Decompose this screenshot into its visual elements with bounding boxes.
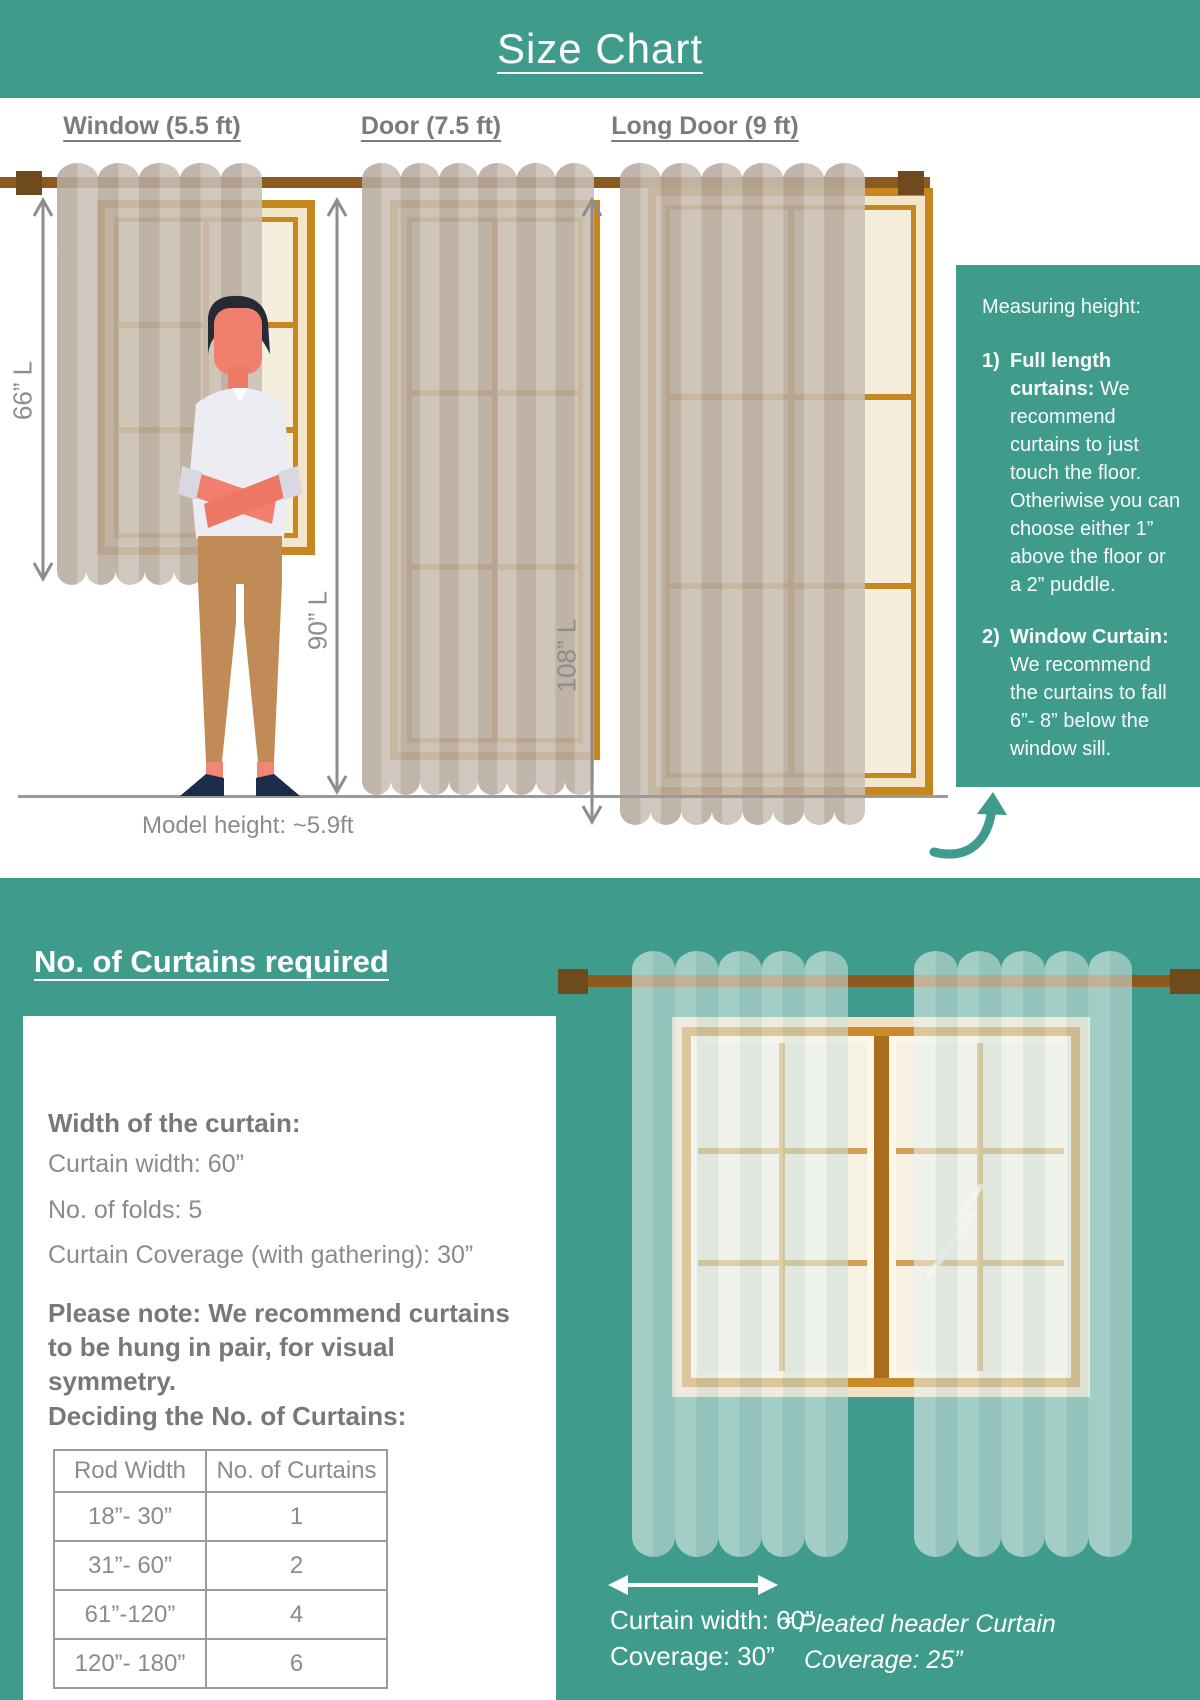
- col-no-curtains: No. of Curtains: [206, 1450, 387, 1492]
- measure-108: 108” L: [551, 618, 582, 693]
- folds-line: No. of folds: 5: [48, 1196, 203, 1224]
- floor-line: [18, 795, 948, 798]
- width-title: Width of the curtain:: [48, 1108, 301, 1138]
- table-row: [54, 1492, 387, 1541]
- pleated-note: [782, 1606, 1056, 1678]
- rod-finial-left: [16, 171, 42, 195]
- coverage-line: Curtain Coverage (with gathering): 30”: [48, 1241, 474, 1269]
- bottom-width-line1: Curtain width: 60”: [610, 1605, 814, 1635]
- bottom-rod-finial-right: [1170, 969, 1200, 994]
- table-row: [54, 1590, 387, 1639]
- width-arrow-icon: [608, 1572, 778, 1598]
- pair-note: Please note: We recommend curtains to be hung in pair, for visual symmetry.: [48, 1298, 510, 1396]
- label-door: Door (7.5 ft): [360, 112, 502, 140]
- info-item-1: [982, 347, 1182, 599]
- measure-90: 90” L: [302, 590, 333, 651]
- rod-width-cell: 31”- 60”: [54, 1541, 206, 1590]
- bottom-width-line2: Coverage: 30”: [610, 1641, 775, 1671]
- label-window: Window (5.5 ft): [63, 112, 241, 140]
- info-box-title: Measuring height:: [982, 296, 1141, 318]
- pleated-note-line1: * Pleated header Curtain: [782, 1610, 1056, 1638]
- table-row: [54, 1639, 387, 1688]
- page-title: Size Chart: [496, 25, 704, 72]
- info-item-1-number: 1): [982, 350, 1000, 372]
- rod-width-cell: 18”- 30”: [54, 1492, 206, 1541]
- model-height-caption: Model height: ~5.9ft: [142, 812, 354, 839]
- pleated-note-line2: Coverage: 25”: [804, 1646, 963, 1674]
- table-title: Deciding the No. of Curtains:: [48, 1401, 407, 1431]
- rod-width-table: [53, 1449, 388, 1689]
- curtain-count-cell: 1: [206, 1492, 387, 1541]
- curtain-count-cell: 6: [206, 1639, 387, 1688]
- bottom-rod-finial-left: [558, 969, 588, 994]
- rod-finial-right: [898, 171, 924, 195]
- table-row: [54, 1541, 387, 1590]
- rod-width-cell: 120”- 180”: [54, 1639, 206, 1688]
- curtain-count-cell: 2: [206, 1541, 387, 1590]
- col-rod-width: Rod Width: [54, 1450, 206, 1492]
- curved-arrow-icon: [930, 792, 1016, 858]
- info-item-2-number: 2): [982, 626, 1000, 648]
- measure-66: 66” L: [7, 360, 38, 421]
- curtain-108in: [620, 163, 865, 825]
- info-item-2: [982, 623, 1182, 763]
- curtain-width-line: Curtain width: 60”: [48, 1150, 244, 1178]
- info-item-1-text: Full length curtains: We recommend curtains to just touch the floor. Otheriwise you can choose either 1” above the floor or a 2” puddle.: [1010, 350, 1181, 596]
- window-center-bar: [874, 1036, 889, 1378]
- model-figure: [178, 292, 302, 804]
- height-arrow-90-icon: [325, 197, 349, 795]
- curtain-count-card: [23, 1016, 556, 1700]
- bottom-heading: No. of Curtains required: [34, 944, 389, 979]
- label-long-door: Long Door (9 ft): [611, 112, 799, 140]
- sheer-curtain-right: [914, 951, 1132, 1557]
- rod-width-cell: 61”-120”: [54, 1590, 206, 1639]
- sheer-curtain-left: [632, 951, 848, 1557]
- measuring-height-box: [956, 265, 1200, 787]
- table-header-row: [54, 1450, 387, 1492]
- height-arrow-108-icon: [580, 197, 604, 825]
- info-item-2-text: Window Curtain: We recommend the curtains to fall 6”- 8” below the window sill.: [1010, 626, 1169, 760]
- curtain-count-cell: 4: [206, 1590, 387, 1639]
